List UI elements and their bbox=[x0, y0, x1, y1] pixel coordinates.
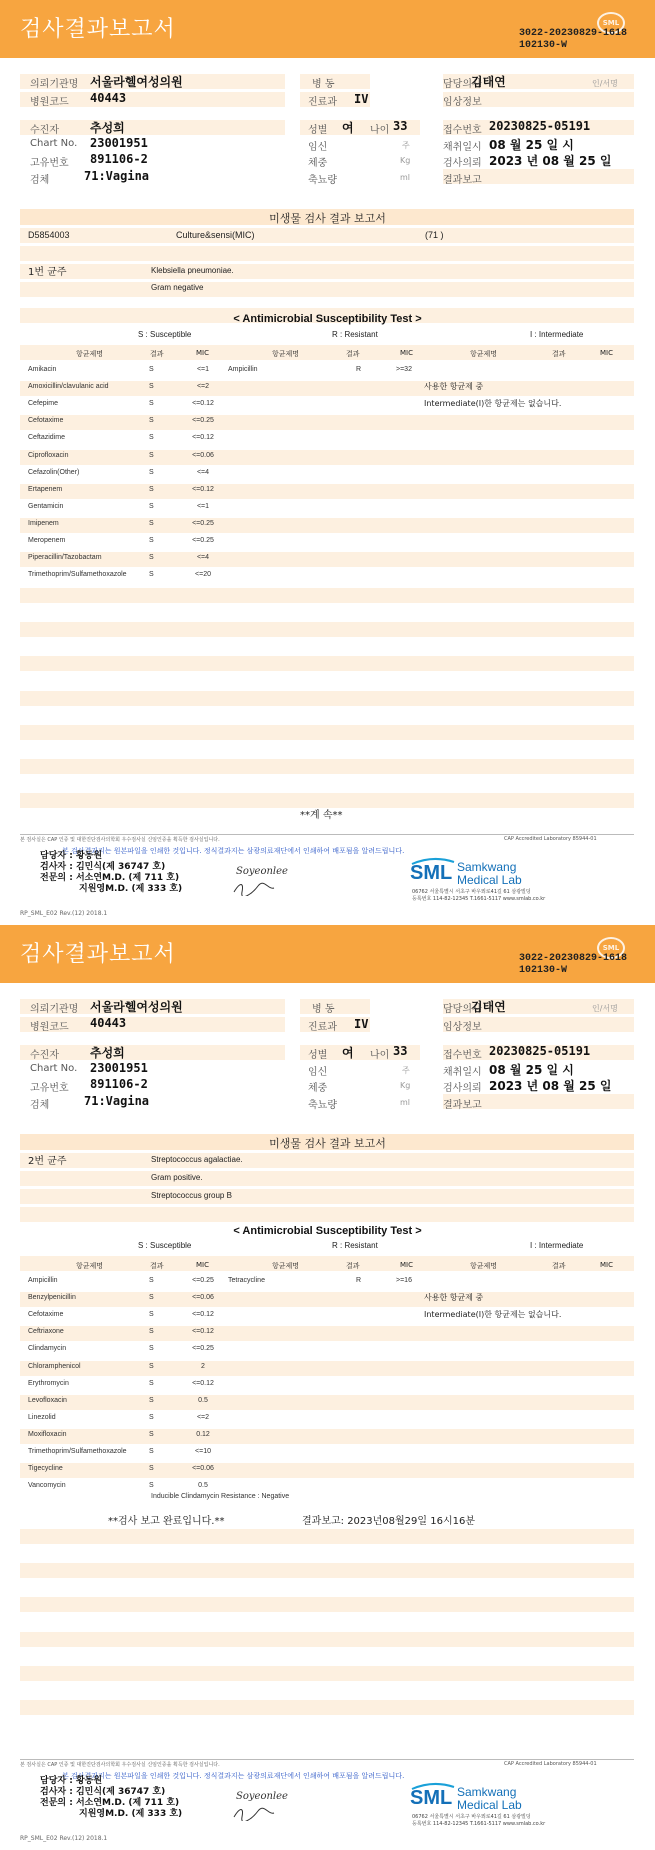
legend-susceptible: S : Susceptible bbox=[138, 330, 192, 339]
antibiotic-name: Gentamicin bbox=[28, 502, 64, 510]
note-line: Intermediate(I)한 항균제는 없습니다. bbox=[424, 1310, 562, 1319]
legend-intermediate: I : Intermediate bbox=[530, 330, 584, 339]
test-code: D5854003 bbox=[28, 230, 70, 240]
antibiotic-name: Trimethoprim/Sulfamethoxazole bbox=[28, 571, 127, 579]
antibiotic-mic: <=0.25 bbox=[192, 1345, 214, 1353]
antibiotic-mic: <=0.06 bbox=[192, 1465, 214, 1473]
antibiotic-mic: <=10 bbox=[195, 1448, 211, 1455]
column-header: 결과 bbox=[552, 350, 566, 358]
antibiotic-result: R bbox=[356, 1277, 362, 1284]
isolate-label: 1번 균주 bbox=[28, 267, 67, 278]
antibiotic-name: Piperacillin/Tazobactam bbox=[28, 554, 102, 562]
test-specimen: (71 ) bbox=[425, 230, 444, 240]
column-header: MIC bbox=[196, 1261, 209, 1269]
sign-specialist: 전문의 : 서소연M.D. (제 711 호) bbox=[40, 1798, 180, 1808]
dept-value: IV bbox=[354, 92, 369, 106]
antibiotic-mic: 2 bbox=[201, 1362, 205, 1370]
antibiotic-result: S bbox=[149, 1396, 154, 1404]
report-header bbox=[0, 925, 655, 983]
column-header: MIC bbox=[400, 349, 413, 357]
legend-susceptible: S : Susceptible bbox=[138, 1241, 192, 1250]
antibiotic-mic: 0.12 bbox=[196, 1430, 210, 1438]
antibiotic-mic: <=0.25 bbox=[192, 519, 214, 527]
antibiotic-name: Cefazolin(Other) bbox=[28, 468, 80, 476]
antibiotic-name: Cefotaxime bbox=[28, 417, 64, 425]
ward-label: 병 동 bbox=[312, 1004, 335, 1015]
column-header: MIC bbox=[196, 349, 209, 357]
antibiotic-mic: <=0.25 bbox=[192, 417, 214, 425]
antibiotic-result: S bbox=[149, 519, 154, 527]
id-value: 891106-2 bbox=[90, 1077, 148, 1091]
dept-value: IV bbox=[354, 1017, 369, 1031]
antibiotic-result: S bbox=[149, 1413, 154, 1421]
doctor-seal: 인/서명 bbox=[592, 79, 618, 88]
complete-text: **검사 보고 완료입니다.** bbox=[108, 1516, 225, 1527]
antibiotic-mic: <=4 bbox=[196, 468, 210, 476]
antibiotic-name: Moxifloxacin bbox=[28, 1430, 67, 1438]
signature: Soyeonlee bbox=[236, 1791, 288, 1802]
collect-value: 08 월 25 일 시 bbox=[489, 138, 574, 152]
urine-unit: ml bbox=[400, 173, 411, 182]
report-page-2 bbox=[0, 925, 655, 1850]
column-header: 항균제명 bbox=[470, 1262, 498, 1270]
id-label: 고유번호 bbox=[30, 158, 69, 169]
antibiotic-name: Ertapenem bbox=[28, 485, 63, 493]
antibiotic-mic: <=0.12 bbox=[192, 434, 214, 442]
sml-swoosh-icon bbox=[410, 857, 456, 865]
weight-label: 체중 bbox=[308, 1083, 328, 1094]
sml-name: Samkwang Medical Lab bbox=[457, 860, 522, 887]
isolate-label: 2번 균주 bbox=[28, 1156, 67, 1167]
collect-label: 채취일시 bbox=[443, 1067, 482, 1078]
continued-text: **계 속** bbox=[300, 810, 343, 821]
report-code: 3022-20230829-1618 102130-W bbox=[518, 953, 627, 976]
ast-title: < Antimicrobial Susceptibility Test > bbox=[233, 1225, 422, 1237]
organism-line: Gram negative bbox=[151, 283, 204, 292]
signature: Soyeonlee bbox=[236, 866, 288, 877]
specimen-label: 검체 bbox=[30, 1100, 50, 1111]
preg-unit: 주 bbox=[402, 141, 410, 150]
antibiotic-result: S bbox=[149, 1430, 154, 1438]
chart-value: 23001951 bbox=[90, 1061, 148, 1075]
sign-tester: 검사자 : 김민식(제 36747 호) bbox=[40, 862, 166, 872]
legend-resistant: R : Resistant bbox=[332, 330, 378, 339]
antibiotic-name: Levofloxacin bbox=[28, 1396, 67, 1404]
antibiotic-mic: <=0.06 bbox=[192, 1294, 214, 1302]
column-header: 결과 bbox=[346, 350, 360, 358]
sex-value: 여 bbox=[342, 121, 354, 135]
antibiotic-mic: <=2 bbox=[196, 1413, 210, 1421]
antibiotic-mic: <=1 bbox=[196, 502, 210, 510]
sml-logo-icon: SML bbox=[597, 12, 625, 34]
cap-note: CAP Accredited Laboratory 85944-01 bbox=[504, 1761, 597, 1767]
column-header: 항균제명 bbox=[272, 350, 300, 358]
id-label: 고유번호 bbox=[30, 1083, 69, 1094]
antibiotic-mic: <=0.12 bbox=[192, 485, 214, 493]
organism-line: Streptococcus agalactiae. bbox=[151, 1155, 243, 1164]
sml-address: 06762 서울특별시 서초구 바우뫼로41길 61 삼광빌딩 등록번호 114-82-12345 T.1661-5117 www.smlab.co.kr bbox=[412, 1814, 546, 1827]
column-header: MIC bbox=[400, 1261, 413, 1269]
name-value: 추성희 bbox=[90, 1046, 125, 1060]
antibiotic-name: Amikacin bbox=[28, 366, 57, 373]
dept-label: 진료과 bbox=[308, 1022, 337, 1033]
urine-label: 축뇨량 bbox=[308, 1100, 337, 1111]
institution-label: 의뢰기관명 bbox=[30, 1004, 79, 1015]
organism-line: Klebsiella pneumoniae. bbox=[151, 266, 234, 275]
legend-intermediate: I : Intermediate bbox=[530, 1241, 584, 1250]
receipt-label: 접수번호 bbox=[443, 1050, 482, 1061]
request-value: 2023 년 08 월 25 일 bbox=[489, 154, 612, 168]
antibiotic-result: S bbox=[149, 1328, 154, 1336]
sign-tester: 검사자 : 김민식(제 36747 호) bbox=[40, 1787, 166, 1797]
collect-label: 채취일시 bbox=[443, 142, 482, 153]
receipt-value: 20230825-05191 bbox=[489, 1044, 591, 1058]
urine-label: 축뇨량 bbox=[308, 175, 337, 186]
doctor-seal: 인/서명 bbox=[592, 1004, 618, 1013]
sign-specialist: 전문의 : 서소연M.D. (제 711 호) bbox=[40, 873, 180, 883]
chart-value: 23001951 bbox=[90, 136, 148, 150]
antibiotic-result: S bbox=[149, 1362, 154, 1370]
sml-logo-icon: SML bbox=[597, 937, 625, 959]
hospital-code-value: 40443 bbox=[90, 91, 127, 105]
weight-unit: Kg bbox=[400, 156, 411, 165]
report-code: 3022-20230829-1618 102130-W bbox=[518, 28, 627, 51]
sml-logo: SML bbox=[410, 1787, 453, 1809]
clinical-label: 임상정보 bbox=[443, 97, 482, 108]
column-header: 항균제명 bbox=[272, 1262, 300, 1270]
antibiotic-mic: <=0.12 bbox=[192, 1311, 214, 1319]
hospital-code-label: 병원코드 bbox=[30, 1022, 69, 1033]
antibiotic-name: Ampicillin bbox=[28, 1277, 58, 1284]
column-header: 결과 bbox=[552, 1262, 566, 1270]
antibiotic-name: Ceftazidime bbox=[28, 434, 65, 442]
column-header: 결과 bbox=[150, 350, 164, 358]
inducible-note: Inducible Clindamycin Resistance : Negative bbox=[151, 1493, 290, 1500]
antibiotic-result: S bbox=[149, 1379, 154, 1387]
specimen-value: 71:Vagina bbox=[84, 1094, 150, 1108]
signature-scribble-icon bbox=[232, 880, 276, 896]
antibiotic-name: Ciprofloxacin bbox=[28, 451, 69, 459]
report-title: 검사결과보고서 bbox=[20, 942, 176, 967]
sml-address: 06762 서울특별시 서초구 바우뫼로41길 61 삼광빌딩 등록번호 114-82-12345 T.1661-5117 www.smlab.co.kr bbox=[412, 889, 546, 902]
organism-line: Gram positive. bbox=[151, 1173, 203, 1182]
doctor-value: 김태연 bbox=[471, 1000, 506, 1014]
antibiotic-result: S bbox=[149, 554, 154, 562]
receipt-value: 20230825-05191 bbox=[489, 119, 591, 133]
ast-title: < Antimicrobial Susceptibility Test > bbox=[233, 313, 422, 325]
section-title: 미생물 검사 결과 보고서 bbox=[269, 212, 386, 225]
legend-resistant: R : Resistant bbox=[332, 1241, 378, 1250]
antibiotic-name: Amoxicillin/clavulanic acid bbox=[28, 383, 109, 391]
sign-specialist-2: 지원영M.D. (제 333 호) bbox=[79, 1809, 183, 1819]
specimen-label: 검체 bbox=[30, 175, 50, 186]
age-label: 나이 bbox=[370, 1050, 390, 1061]
antibiotic-mic: <=0.12 bbox=[192, 400, 214, 408]
request-label: 검사의뢰 bbox=[443, 158, 482, 169]
note-line: 사용한 항균제 중 bbox=[424, 382, 484, 391]
sex-value: 여 bbox=[342, 1046, 354, 1060]
antibiotic-mic: <=4 bbox=[196, 554, 210, 562]
antibiotic-result: S bbox=[149, 1294, 154, 1302]
signature-scribble-icon bbox=[232, 1805, 276, 1821]
antibiotic-result: S bbox=[149, 468, 154, 476]
name-label: 수진자 bbox=[30, 1050, 59, 1061]
print-note: 본 검사결과지는 원본파일을 인쇄한 것입니다. 정식결과지는 삼광의료재단에서 인쇄하여 배포됨을 알려드립니다. bbox=[62, 1772, 405, 1780]
section-title: 미생물 검사 결과 보고서 bbox=[269, 1137, 386, 1150]
column-header: 결과 bbox=[346, 1262, 360, 1270]
antibiotic-result: R bbox=[356, 366, 362, 373]
collect-value: 08 월 25 일 시 bbox=[489, 1063, 574, 1077]
chart-label: Chart No. bbox=[30, 1063, 78, 1074]
hospital-code-value: 40443 bbox=[90, 1016, 127, 1030]
antibiotic-name: Cefepime bbox=[28, 400, 58, 408]
antibiotic-mic: >=16 bbox=[396, 1277, 412, 1284]
column-header: 항균제명 bbox=[76, 350, 104, 358]
note-line: 사용한 항균제 중 bbox=[424, 1293, 484, 1302]
specimen-value: 71:Vagina bbox=[84, 169, 150, 183]
note-line: Intermediate(I)한 항균제는 없습니다. bbox=[424, 399, 562, 408]
antibiotic-name: Tetracycline bbox=[228, 1277, 265, 1284]
antibiotic-result: S bbox=[149, 400, 154, 408]
tiny-note: 본 검사실은 CAP 인증 및 대한진단검사의학회 우수검사실 신임인증을 획득한 검사실입니다. bbox=[20, 1762, 220, 1768]
result-label: 결과보고 bbox=[443, 175, 482, 186]
antibiotic-result: S bbox=[149, 383, 154, 391]
form-code: RP_SML_E02 Rev.(12) 2018.1 bbox=[20, 910, 108, 917]
report-time: 결과보고: 2023년08월29일 16시16분 bbox=[302, 1516, 476, 1527]
test-name: Culture&sensi(MIC) bbox=[176, 230, 255, 240]
sex-label: 성별 bbox=[308, 1050, 328, 1061]
urine-unit: ml bbox=[400, 1098, 411, 1107]
age-value: 33 bbox=[393, 1044, 408, 1058]
sml-name: Samkwang Medical Lab bbox=[457, 1785, 522, 1812]
antibiotic-result: S bbox=[149, 1465, 154, 1473]
antibiotic-name: Imipenem bbox=[28, 519, 59, 527]
antibiotic-mic: <=0.25 bbox=[192, 1277, 214, 1284]
weight-unit: Kg bbox=[400, 1081, 411, 1090]
age-value: 33 bbox=[393, 119, 408, 133]
antibiotic-name: Ampicillin bbox=[228, 366, 258, 373]
antibiotic-mic: <=0.12 bbox=[192, 1379, 214, 1387]
receipt-label: 접수번호 bbox=[443, 125, 482, 136]
antibiotic-result: S bbox=[149, 417, 154, 425]
antibiotic-name: Trimethoprim/Sulfamethoxazole bbox=[28, 1448, 127, 1455]
antibiotic-name: Chloramphenicol bbox=[28, 1362, 81, 1370]
sign-manager: 담당자 : 황동원 bbox=[40, 851, 103, 861]
antibiotic-result: S bbox=[149, 1277, 154, 1284]
antibiotic-result: S bbox=[149, 366, 154, 373]
cap-note: CAP Accredited Laboratory 85944-01 bbox=[504, 836, 597, 842]
antibiotic-name: Clindamycin bbox=[28, 1345, 67, 1353]
id-value: 891106-2 bbox=[90, 152, 148, 166]
name-value: 추성희 bbox=[90, 121, 125, 135]
antibiotic-mic: <=0.25 bbox=[192, 537, 214, 544]
request-label: 검사의뢰 bbox=[443, 1083, 482, 1094]
weight-label: 체중 bbox=[308, 158, 328, 169]
doctor-label: 담당의사 bbox=[443, 1004, 482, 1015]
institution-value: 서울라헬여성의원 bbox=[90, 75, 183, 89]
antibiotic-mic: <=0.06 bbox=[192, 451, 214, 459]
antibiotic-result: S bbox=[149, 502, 154, 510]
doctor-value: 김태연 bbox=[471, 75, 506, 89]
form-code: RP_SML_E02 Rev.(12) 2018.1 bbox=[20, 1835, 108, 1842]
preg-label: 임신 bbox=[308, 1067, 328, 1078]
column-header: 항균제명 bbox=[470, 350, 498, 358]
organism-line: Streptococcus group B bbox=[151, 1191, 232, 1200]
clinical-label: 임상정보 bbox=[443, 1022, 482, 1033]
request-value: 2023 년 08 월 25 일 bbox=[489, 1079, 612, 1093]
antibiotic-result: S bbox=[149, 1345, 154, 1353]
dept-label: 진료과 bbox=[308, 97, 337, 108]
report-header bbox=[0, 0, 655, 58]
antibiotic-result: S bbox=[149, 451, 154, 459]
antibiotic-name: Tigecycline bbox=[28, 1465, 63, 1473]
antibiotic-name: Cefotaxime bbox=[28, 1311, 64, 1319]
print-note: 본 검사결과지는 원본파일을 인쇄한 것입니다. 정식결과지는 삼광의료재단에서 인쇄하여 배포됨을 알려드립니다. bbox=[62, 847, 405, 855]
antibiotic-name: Linezolid bbox=[28, 1413, 56, 1421]
antibiotic-mic: <=0.12 bbox=[192, 1328, 214, 1336]
antibiotic-result: S bbox=[149, 434, 154, 442]
antibiotic-mic: 0.5 bbox=[198, 1482, 208, 1490]
antibiotic-name: Benzylpenicillin bbox=[28, 1294, 76, 1302]
sign-specialist-2: 지원영M.D. (제 333 호) bbox=[79, 884, 183, 894]
result-label: 결과보고 bbox=[443, 1100, 482, 1111]
sml-swoosh-icon bbox=[410, 1782, 456, 1790]
sml-logo: SML bbox=[410, 862, 453, 884]
antibiotic-mic: <=20 bbox=[195, 571, 211, 579]
antibiotic-result: S bbox=[149, 1311, 154, 1319]
antibiotic-name: Erythromycin bbox=[28, 1379, 69, 1387]
column-header: MIC bbox=[600, 349, 613, 357]
antibiotic-name: Meropenem bbox=[28, 537, 66, 544]
hospital-code-label: 병원코드 bbox=[30, 97, 69, 108]
antibiotic-mic: 0.5 bbox=[198, 1396, 208, 1404]
chart-label: Chart No. bbox=[30, 138, 78, 149]
antibiotic-mic: <=2 bbox=[196, 383, 210, 391]
tiny-note: 본 검사실은 CAP 인증 및 대한진단검사의학회 우수검사실 신임인증을 획득한 검사실입니다. bbox=[20, 837, 220, 843]
age-label: 나이 bbox=[370, 125, 390, 136]
preg-unit: 주 bbox=[402, 1066, 410, 1075]
institution-label: 의뢰기관명 bbox=[30, 79, 79, 90]
antibiotic-mic: >=32 bbox=[396, 366, 412, 373]
institution-value: 서울라헬여성의원 bbox=[90, 1000, 183, 1014]
doctor-label: 담당의사 bbox=[443, 79, 482, 90]
preg-label: 임신 bbox=[308, 142, 328, 153]
antibiotic-mic: <=1 bbox=[196, 366, 210, 373]
column-header: 결과 bbox=[150, 1262, 164, 1270]
antibiotic-result: S bbox=[149, 1448, 154, 1455]
sign-manager: 담당자 : 황동원 bbox=[40, 1776, 103, 1786]
antibiotic-name: Vancomycin bbox=[28, 1482, 66, 1490]
report-title: 검사결과보고서 bbox=[20, 17, 176, 42]
column-header: MIC bbox=[600, 1261, 613, 1269]
sex-label: 성별 bbox=[308, 125, 328, 136]
ward-label: 병 동 bbox=[312, 79, 335, 90]
name-label: 수진자 bbox=[30, 125, 59, 136]
antibiotic-name: Ceftriaxone bbox=[28, 1328, 64, 1336]
antibiotic-result: S bbox=[149, 1482, 154, 1490]
antibiotic-result: S bbox=[149, 485, 154, 493]
antibiotic-result: S bbox=[149, 537, 154, 544]
column-header: 항균제명 bbox=[76, 1262, 104, 1270]
antibiotic-result: S bbox=[149, 571, 154, 579]
